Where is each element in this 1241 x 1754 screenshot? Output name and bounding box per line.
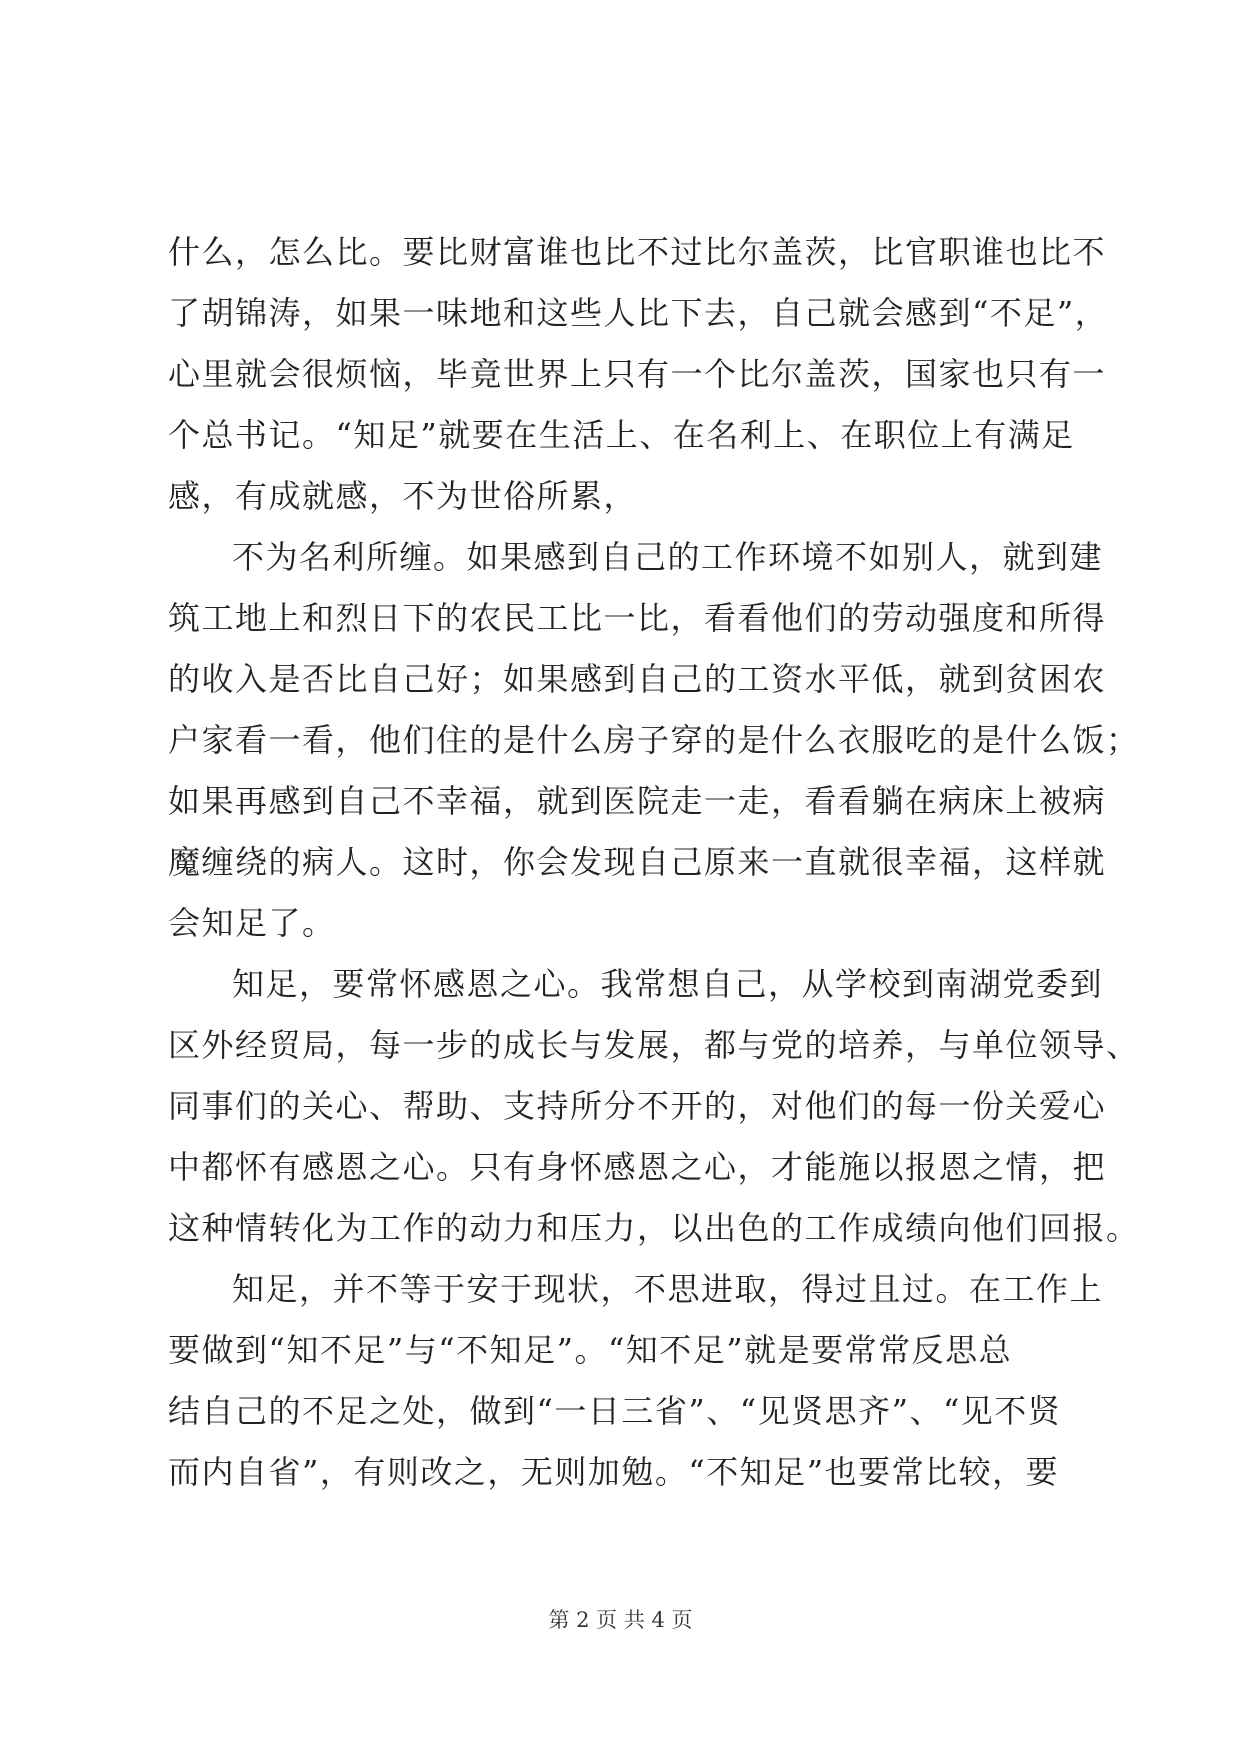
text-line: 户家看一看，他们住的是什么房子穿的是什么衣服吃的是什么饭；: [168, 721, 1140, 759]
text-line: 这种情转化为工作的动力和压力，以出色的工作成绩向他们回报。: [168, 1209, 1140, 1247]
text-line: 筑工地上和烈日下的农民工比一比，看看他们的劳动强度和所得: [168, 599, 1107, 637]
text-line: 如果再感到自己不幸福，就到医院走一走，看看躺在病床上被病: [168, 782, 1107, 820]
text-line: 结自己的不足之处，做到“一日三省”、“见贤思齐”、“见不贤: [168, 1392, 1062, 1430]
text-line: 要做到“知不足”与“不知足”。“知不足”就是要常常反思总: [168, 1331, 1013, 1369]
text-line: 什么，怎么比。要比财富谁也比不过比尔盖茨，比官职谁也比不: [168, 233, 1107, 271]
text-line: 心里就会很烦恼，毕竟世界上只有一个比尔盖茨，国家也只有一: [168, 355, 1107, 393]
body-text: [168, 222, 1140, 1503]
text-line: 的收入是否比自己好；如果感到自己的工资水平低，就到贫困农: [168, 660, 1107, 698]
text-line: 而内自省”，有则改之，无则加勉。“不知足”也要常比较，要: [168, 1453, 1060, 1491]
paragraph-start-line: 知足，并不等于安于现状，不思进取，得过且过。在工作上: [232, 1270, 1104, 1308]
text-line: 了胡锦涛，如果一味地和这些人比下去，自己就会感到“不足”，: [168, 294, 1109, 332]
paragraph-start-line: 知足，要常怀感恩之心。我常想自己，从学校到南湖党委到: [232, 965, 1104, 1003]
text-line: 感，有成就感，不为世俗所累，: [168, 477, 638, 515]
text-line: 魔缠绕的病人。这时，你会发现自己原来一直就很幸福，这样就: [168, 843, 1107, 881]
page-footer: 第 2 页 共 4 页: [548, 1608, 693, 1632]
text-line: 区外经贸局，每一步的成长与发展，都与党的培养，与单位领导、: [168, 1026, 1140, 1064]
text-line: 会知足了。: [168, 904, 336, 942]
text-line: 个总书记。“知足”就要在生活上、在名利上、在职位上有满足: [168, 416, 1075, 454]
paragraph-start-line: 不为名利所缠。如果感到自己的工作环境不如别人，就到建: [232, 538, 1104, 576]
text-line: 中都怀有感恩之心。只有身怀感恩之心，才能施以报恩之情，把: [168, 1148, 1107, 1186]
text-line: 同事们的关心、帮助、支持所分不开的，对他们的每一份关爱心: [168, 1087, 1107, 1125]
